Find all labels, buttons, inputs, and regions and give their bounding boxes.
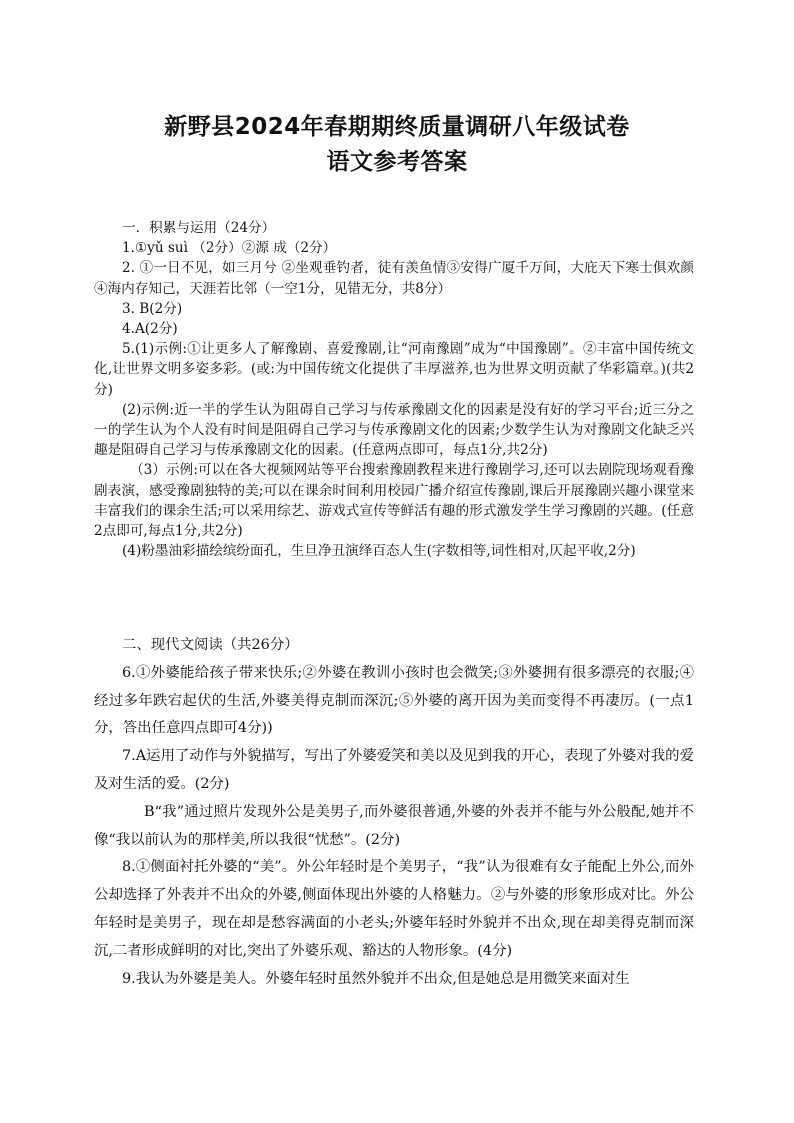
answer-q5-part3: （3）示例:可以在各大视频网站等平台搜索豫剧教程来进行豫剧学习,还可以去剧院现场观看豫剧表演，感受豫剧独特的美;可以在课余时间利用校园广播介绍宣传豫剧,课后开展豫剧兴趣小课堂来丰富我们的课余生活;可以采用综艺、游戏式宣传等鲜活有趣的形式激发学生学习豫剧的兴趣。(任意2点即可,每点1分,共2分) bbox=[94, 462, 694, 540]
answer-q3: 3. B(2分) bbox=[122, 300, 183, 317]
answer-q5-part4: (4)粉墨油彩描绘缤纷面孔，生旦净丑演绎百态人生(字数相等,词性相对,仄起平收,2分) bbox=[122, 543, 636, 560]
answer-q5-part2: (2)示例:近一半的学生认为阻碍自己学习与传承豫剧文化的因素是没有好的学习平台;近三分之一的学生认为个人没有时间是阻碍自己学习与传承豫剧文化的因素;少数学生认为对豫剧文化缺乏兴趣是阻碍自己学习与传承豫剧文化的因素。(任意两点即可，每点1分,共2分) bbox=[94, 401, 694, 459]
answer-q1: 1.①yǔ suì （2分）②源 成（2分） bbox=[122, 240, 337, 257]
section-accumulation-and-application bbox=[94, 218, 694, 561]
answer-q8: 8.①侧面衬托外婆的“美”。外公年轻时是个美男子，“我”认为很难有女子能配上外公,而外公却选择了外表并不出众的外婆,侧面体现出外婆的人格魅力。②与外婆的形象形成对比。外公年轻时是美男子，现在却是愁容满面的小老头;外婆年轻时外貌并不出众,现在却美得克制而深沉,二者形成鲜明的对比,突出了外婆乐观、豁达的人物形象。(4分) bbox=[94, 859, 694, 959]
section-modern-reading bbox=[94, 632, 694, 993]
answer-q6: 6.①外婆能给孩子带来快乐;②外婆在教训小孩时也会微笑;③外婆拥有很多漂亮的衣服;④经过多年跌宕起伏的生活,外婆美得克制而深沉;⑤外婆的离开因为美而变得不再凄厉。(一点1分，答出任意四点即可4分)) bbox=[94, 664, 694, 737]
answer-q2: 2. ①一日不见，如三月兮 ②坐观垂钓者，徒有羡鱼情③安得广厦千万间，大庇天下寒士俱欢颜④海内存知己，天涯若比邻（一空1分，见错无分，共8分） bbox=[94, 260, 694, 297]
answer-q4: 4.A(2分) bbox=[122, 321, 178, 338]
document-title: 新野县2024年春期期终质量调研八年级试卷 bbox=[164, 114, 630, 140]
answer-q9: 9.我认为外婆是美人。外婆年轻时虽然外貌并不出众,但是她总是用微笑来面对生 bbox=[122, 970, 630, 987]
answer-q5-part1: 5.(1)示例:①让更多人了解豫剧、喜爱豫剧,让“河南豫剧”成为“中国豫剧”。②丰富中国传统文化,让世界文明多姿多彩。(或:为中国传统文化提供了丰厚滋养,也为世界文明贡献了华彩篇章。)(共2分) bbox=[94, 341, 694, 398]
answer-q7-a: 7.A运用了动作与外貌描写，写出了外婆爱笑和美以及见到我的开心，表现了外婆对我的爱及对生活的爱。(2分) bbox=[94, 748, 694, 792]
section2-heading: 二、现代文阅读（共26分） bbox=[122, 637, 299, 653]
section1-heading: 一．积累与运用（24分） bbox=[122, 220, 276, 236]
document-subtitle: 语文参考答案 bbox=[326, 149, 468, 175]
answer-q7-b: B“我”通过照片发现外公是美男子,而外婆很普通,外婆的外表并不能与外公般配,她并不像“我以前认为的那样美,所以我很“忧愁”。(2分) bbox=[94, 803, 694, 848]
